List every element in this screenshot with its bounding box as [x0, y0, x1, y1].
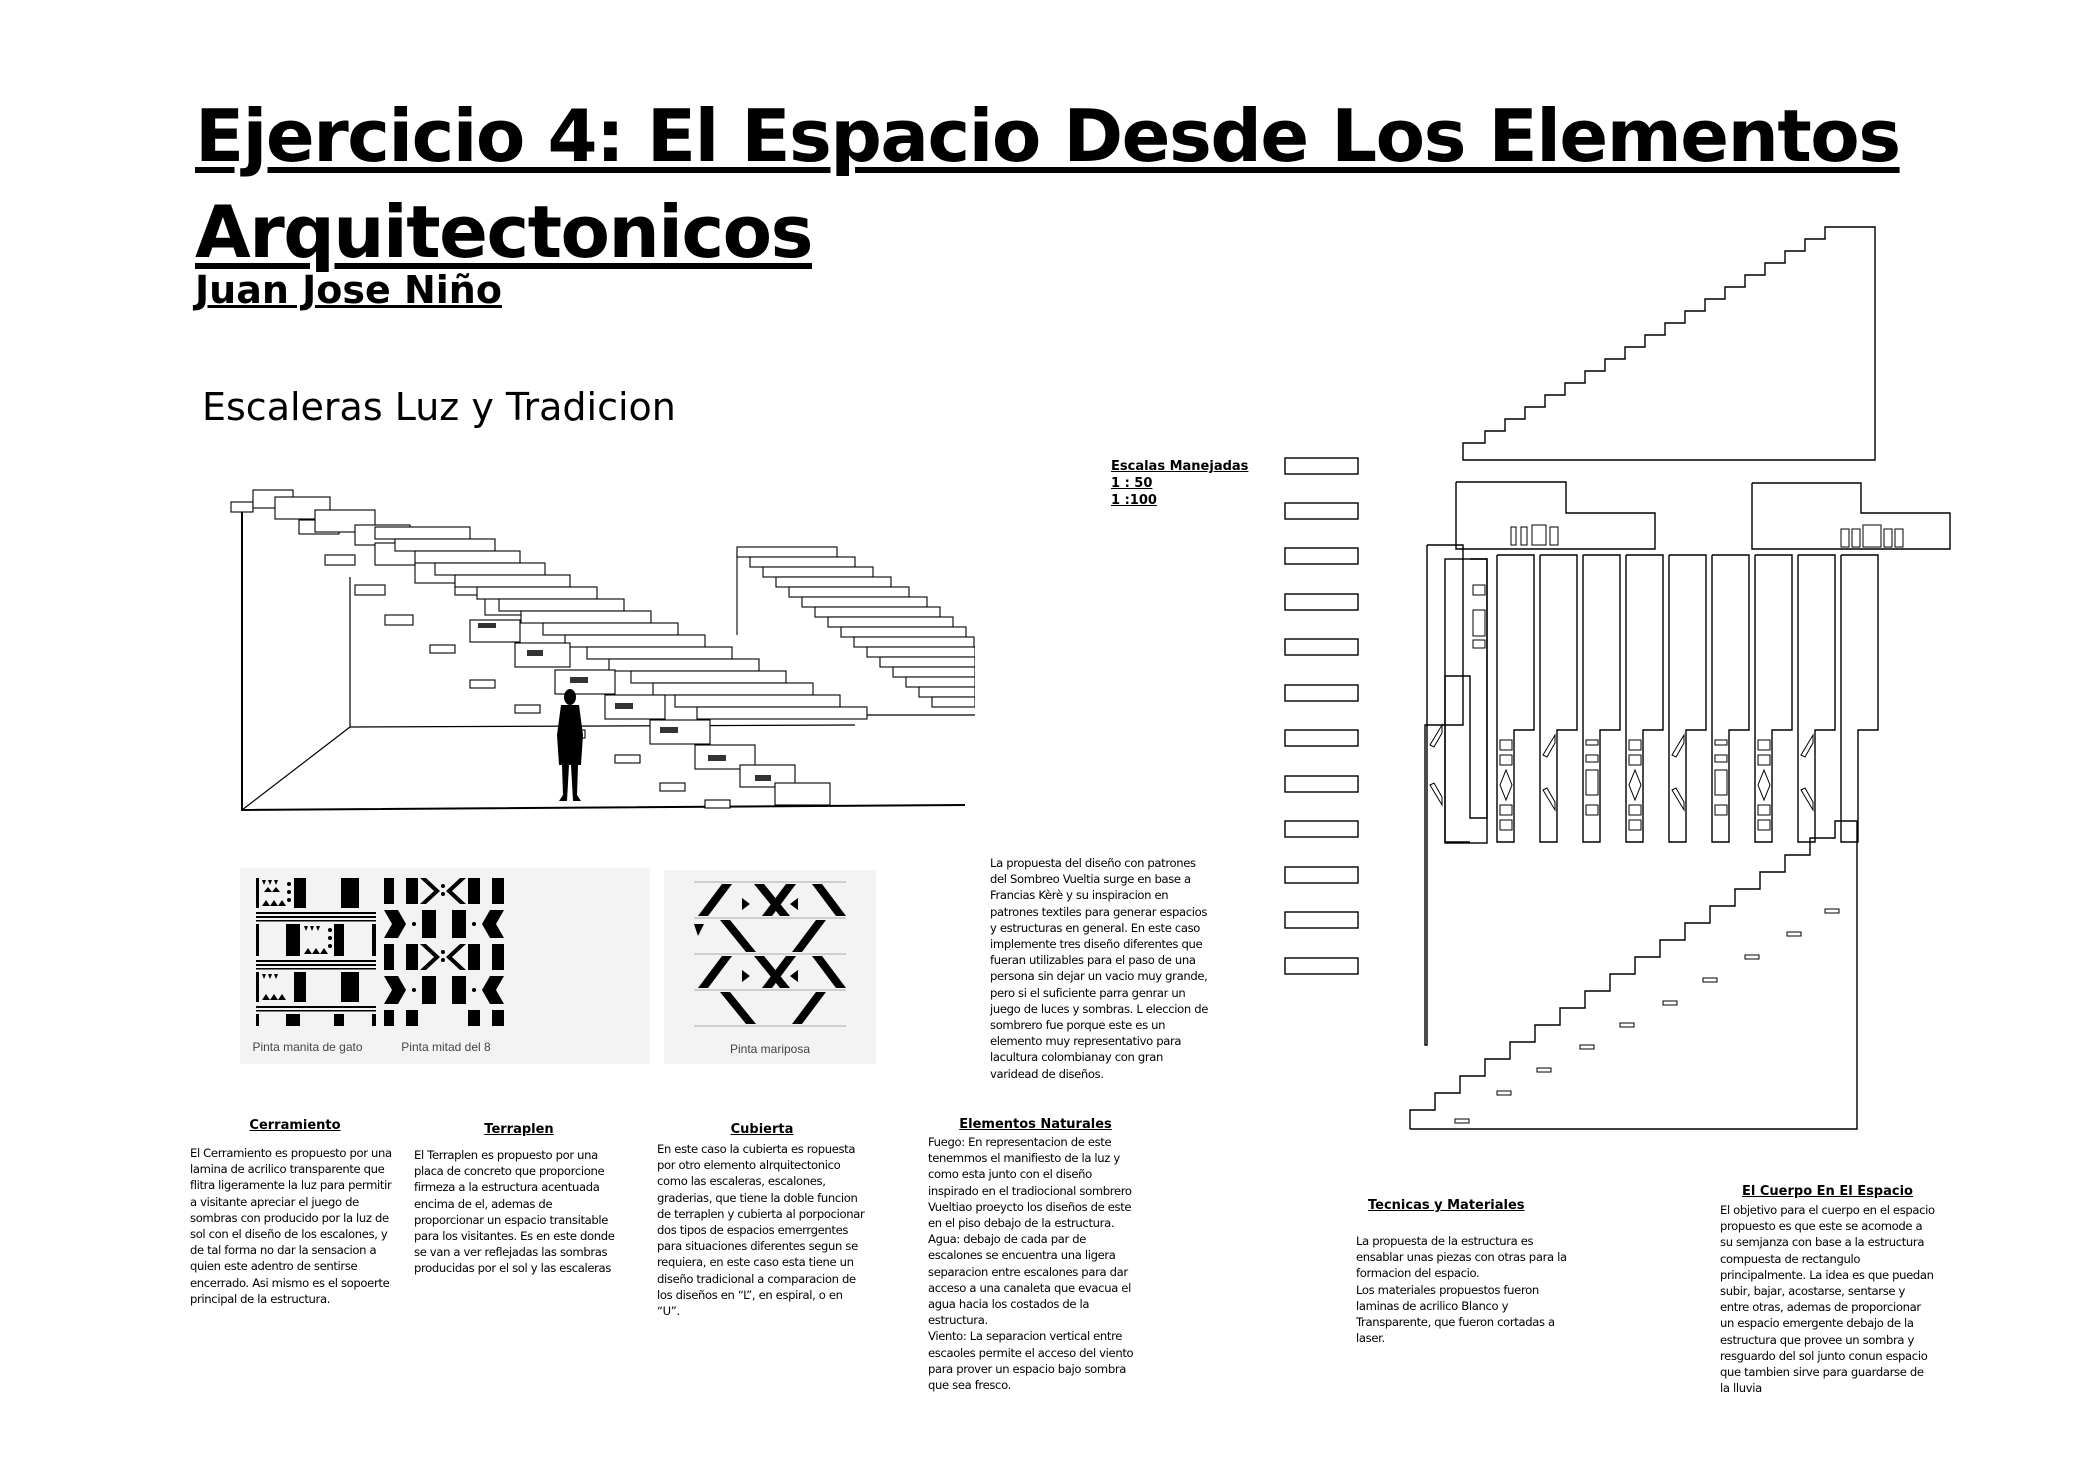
human-scale-figure [557, 689, 583, 801]
section-heading: Terraplen [484, 1122, 554, 1137]
section-heading: Tecnicas y Materiales [1368, 1198, 1525, 1213]
title-line-2: Arquitectonicos [195, 190, 812, 274]
section-terraplen [414, 1122, 624, 1277]
pattern-panel-manita-de-gato [240, 868, 650, 1064]
staircase-perspective-drawing [215, 465, 975, 825]
section-body: El Terraplen es propuesto por una placa de concreto que proporcione firmeza a la estructura acentuada encima de el, ademas de proporcionar un espacio transitable para los visitantes. Es en este donde se van a ver reflejadas las sombras producidas por el sol y las escaleras [414, 1148, 615, 1276]
section-body: El Cerramiento es propuesto por una lamina de acrilico transparente que flitra ligeramente la luz para permitir a visitante apreciar el juego de sombras con producido por la luz de sol con el diseño de los escalones, y de tal forma no dar la sensacion a quien este adentro de sentirse encerrado. Asi mismo es el sopoerte principal de la estructura. [190, 1146, 392, 1306]
section-heading: El Cuerpo En El Espacio [1742, 1184, 1913, 1199]
scale-item: 1 : 50 [1111, 476, 1153, 491]
section-heading: Cerramiento [249, 1118, 341, 1133]
scale-item: 1 :100 [1111, 493, 1157, 508]
section-cerramiento [190, 1118, 400, 1307]
project-subtitle: Escaleras Luz y Tradicion [202, 385, 676, 429]
fuego-text: Fuego: En representacion de este tenemmos el manifiesto de la luz y como esta junto con el diseño inspirado en el tradiocional sombrero Vueltiao proeycto los diseños de este en el piso debajo de la estructura. [928, 1135, 1132, 1231]
section-heading: Cubierta [730, 1122, 794, 1137]
scales-heading: Escalas Manejadas [1111, 459, 1249, 474]
tecnicas-body-2: Los materiales propuestos fueron laminas de acrilico Blanco y Transparente, que fueron cortadas a laser. [1356, 1282, 1555, 1346]
section-body: El objetivo para el cuerpo en el espacio propuesto es que este se acomode a su semjanza con base a la estructura compuesta de rectangulo principalmente. La idea es que puedan subir, bajar, acostarse, sentarse y entre otras, ademas de proporcionar un espacio emergente debajo de la estructura que provee un sombra y resguardo del sol junto conun espacio que tambien sirve para guardarse de la lluvia [1720, 1203, 1935, 1396]
section-elementos-naturales [928, 1117, 1143, 1393]
section-cubierta [657, 1122, 867, 1319]
viento-text: Viento: La separacion vertical entre escaoles permite el acceso del viento para prover un espacio bajo sombra que sea fresco. [928, 1329, 1134, 1393]
section-cuerpo-espacio [1720, 1184, 1935, 1396]
pattern-panel-mariposa [664, 870, 876, 1064]
section-body: En este caso la cubierta es ropuesta por otro elemento alrquitectonico como las escaleras, escalones, graderias, que tiene la doble funcion de terraplen y cubierta al porpocionar dos tipos de espacios emerrgentes para situaciones diferentes segun se requiera, en este caso esta tiene un diseño tradicional a comparacion de los diseños en “L”, en espiral, o en “U”. [657, 1142, 865, 1319]
section-tecnicas-materiales [1356, 1198, 1571, 1346]
pattern-caption: Pinta mitad del 8 [401, 1040, 491, 1054]
laser-cut-parts-sheet [1275, 225, 2085, 1145]
tecnicas-body-1: La propuesta de la estructura es ensablar unas piezas con otras para la formacion del espacio. [1356, 1234, 1567, 1281]
agua-text: Agua: debajo de cada par de escalones se encuentra una ligera separacion entre escalones para dar acceso a una canaleta que evacua el agua hacia los costados de la estructura. [928, 1232, 1131, 1328]
title-line-1: Ejercicio 4: El Espacio Desde Los Elementos [195, 94, 1900, 178]
section-heading: Elementos Naturales [959, 1117, 1112, 1132]
pattern-caption: Pinta manita de gato [252, 1040, 363, 1054]
design-intro-text: La propuesta del diseño con patrones del Sombreo Vueltia surge en base a Francias Kèrè y su inspiracion en patrones textiles para generar espacios y estructuras en general. En este caso implemente tres diseño diferentes que fueran utilizables para el paso de una persona sin dejar un vacio muy grande, pero si el suficiente parra genrar un juego de luces y sombras. L eleccion de sombrero fue porque este es un elemento muy representativo para lacultura colombianay con gran varidead de diseños. [990, 856, 1209, 1081]
pattern-caption: Pinta mariposa [729, 1042, 811, 1056]
author-name: Juan Jose Niño [195, 268, 502, 312]
scales-legend [1111, 458, 1248, 509]
